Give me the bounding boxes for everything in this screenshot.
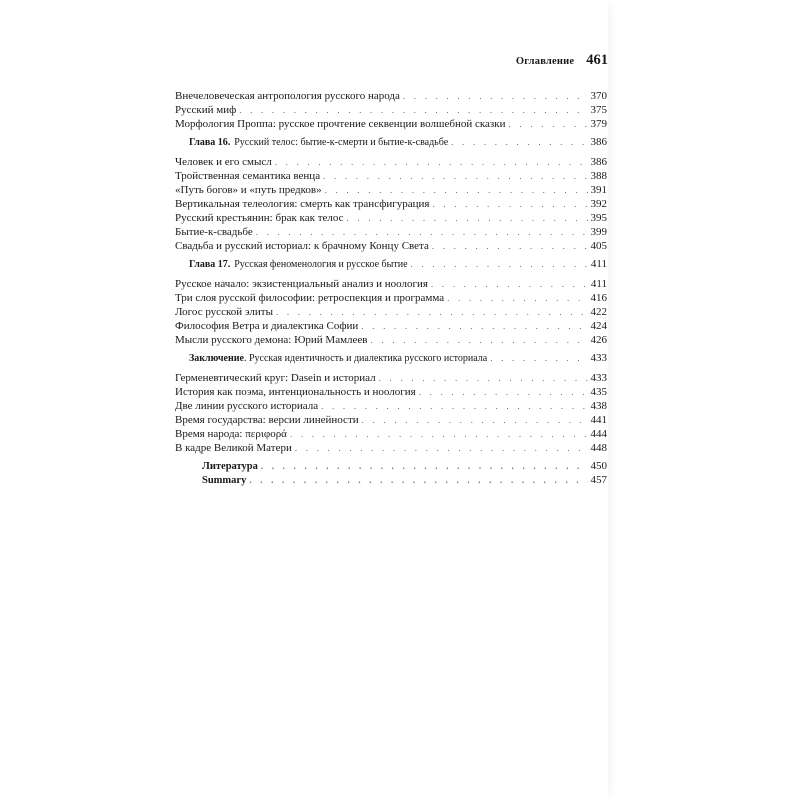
toc-entry-title: Русский крестьянин: брак как телос <box>175 212 344 224</box>
leader-dots <box>411 257 588 271</box>
toc-page-number: 405 <box>590 240 607 252</box>
leader-dots <box>325 183 588 197</box>
toc-entry <box>175 305 607 319</box>
toc-entry <box>175 333 607 347</box>
toc-chapter <box>175 257 607 271</box>
toc-entry-title: Время государства: версии линейности <box>175 414 359 426</box>
toc-page-number: 441 <box>590 414 607 426</box>
toc-entry <box>175 155 607 169</box>
toc-entry-title: Внечеловеческая антропология русского народа <box>175 90 400 102</box>
toc-entry-title: Summary <box>202 475 247 486</box>
leader-dots <box>371 333 588 347</box>
toc-entry <box>175 291 607 305</box>
toc-entry-title: В кадре Великой Матери <box>175 442 292 454</box>
toc-entry <box>175 169 607 183</box>
toc-entry <box>175 319 607 333</box>
toc-entry-title: Литература <box>202 461 258 472</box>
toc-entry-title: Мысли русского демона: Юрий Мамлеев <box>175 334 368 346</box>
toc-page-number: 457 <box>590 474 607 486</box>
toc-page-number: 391 <box>590 184 607 196</box>
toc-entry-title: Логос русской элиты <box>175 306 273 318</box>
toc-entry-title: Бытие-к-свадьбе <box>175 226 253 238</box>
leader-dots <box>379 371 588 385</box>
leader-dots <box>347 211 588 225</box>
toc-entry <box>175 89 607 103</box>
toc-page-number: 438 <box>590 400 607 412</box>
toc-page-number: 426 <box>590 334 607 346</box>
leader-dots <box>276 305 588 319</box>
toc-page-number: 379 <box>590 118 607 130</box>
chapter-title: Русский телос: бытие-к-смерти и бытие-к-свадьбе <box>234 137 449 148</box>
leader-dots <box>432 239 588 253</box>
toc-entry <box>175 211 607 225</box>
table-of-contents <box>175 89 607 487</box>
leader-dots <box>290 427 588 441</box>
toc-entry-title: Время народа: περιφορά <box>175 428 287 440</box>
toc-entry-title: Тройственная семантика венца <box>175 170 321 182</box>
leader-dots <box>447 291 587 305</box>
leader-dots <box>432 197 587 211</box>
toc-entry-title: Человек и его смысл <box>175 156 272 168</box>
toc-page-number: 386 <box>590 136 607 148</box>
toc-page-number: 399 <box>590 226 607 238</box>
chapter-title: Русская феноменология и русское бытие <box>234 259 408 270</box>
leader-dots <box>361 319 587 333</box>
toc-page-number: 395 <box>590 212 607 224</box>
toc-page-number: 448 <box>590 442 607 454</box>
chapter-title: . Русская идентичность и диалектика русского историала <box>243 353 488 364</box>
leader-dots <box>321 399 587 413</box>
toc-page-number: 416 <box>590 292 607 304</box>
toc-page-number: 433 <box>590 372 607 384</box>
toc-page-number: 392 <box>590 198 607 210</box>
toc-entry <box>175 183 607 197</box>
toc-page-number: 370 <box>590 90 607 102</box>
toc-entry <box>175 371 607 385</box>
chapter-label: Глава 17. <box>189 259 231 270</box>
toc-entry-title: Две линии русского историала <box>175 400 319 412</box>
toc-entry-title: Русское начало: экзистенциальный анализ и ноология <box>175 278 428 290</box>
leader-dots <box>403 89 588 103</box>
chapter-label: Глава 16. <box>189 137 231 148</box>
toc-page-number: 375 <box>590 104 607 116</box>
leader-dots <box>256 225 588 239</box>
toc-entry-title: Три слоя русской философии: ретроспекция и программа <box>175 292 445 304</box>
toc-entry-title: История как поэма, интенциональность и ноология <box>175 386 416 398</box>
leader-dots <box>249 473 587 487</box>
toc-entry <box>175 413 607 427</box>
toc-entry <box>175 225 607 239</box>
toc-page-number: 444 <box>590 428 607 440</box>
toc-entry-title: Морфология Проппа: русское прочтение секвенции волшебной сказки <box>175 118 506 130</box>
toc-entry <box>175 399 607 413</box>
toc-page-number: 433 <box>590 352 607 364</box>
leader-dots <box>362 413 588 427</box>
toc-page-number: 422 <box>590 306 607 318</box>
leader-dots <box>509 117 588 131</box>
toc-entry-title: Русский миф <box>175 104 237 116</box>
toc-page-number: 435 <box>590 386 607 398</box>
toc-entry <box>175 385 607 399</box>
toc-entry <box>175 277 607 291</box>
toc-entry-title: Свадьба и русский историал: к брачному Концу Света <box>175 240 429 252</box>
toc-page-number: 411 <box>590 278 607 290</box>
toc-entry-title <box>189 352 487 366</box>
toc-entry-title: Герменевтический круг: Dasein и историал <box>175 372 376 384</box>
toc-entry-title: Вертикальная телеология: смерть как трансфигурация <box>175 198 430 210</box>
toc-chapter <box>175 351 607 365</box>
chapter-label: Заключение <box>189 353 244 364</box>
toc-page-number: 424 <box>590 320 607 332</box>
toc-entry <box>175 427 607 441</box>
toc-entry <box>175 103 607 117</box>
toc-entry <box>175 441 607 455</box>
leader-dots <box>431 277 588 291</box>
toc-entry <box>175 197 607 211</box>
toc-entry-title: «Путь богов» и «путь предков» <box>175 184 322 196</box>
leader-dots <box>323 169 587 183</box>
toc-page-number: 386 <box>590 156 607 168</box>
toc-chapter <box>175 135 607 149</box>
toc-page-number: 411 <box>590 258 607 270</box>
toc-entry-title <box>189 258 408 272</box>
toc-backmatter <box>175 459 607 473</box>
toc-entry-title: Философия Ветра и диалектика Софии <box>175 320 359 332</box>
toc-entry <box>175 117 607 131</box>
leader-dots <box>490 351 587 365</box>
toc-backmatter <box>175 473 607 487</box>
leader-dots <box>295 441 588 455</box>
page-number: 461 <box>586 52 608 68</box>
toc-entry <box>175 239 607 253</box>
running-header <box>516 52 608 69</box>
toc-page-number: 450 <box>590 460 607 472</box>
toc-page-number: 388 <box>590 170 607 182</box>
leader-dots <box>419 385 588 399</box>
leader-dots <box>451 135 587 149</box>
leader-dots <box>275 155 588 169</box>
header-title: Оглавление <box>515 56 575 67</box>
toc-entry-title <box>189 136 448 150</box>
leader-dots <box>239 103 587 117</box>
leader-dots <box>261 459 588 473</box>
book-page <box>160 0 608 800</box>
